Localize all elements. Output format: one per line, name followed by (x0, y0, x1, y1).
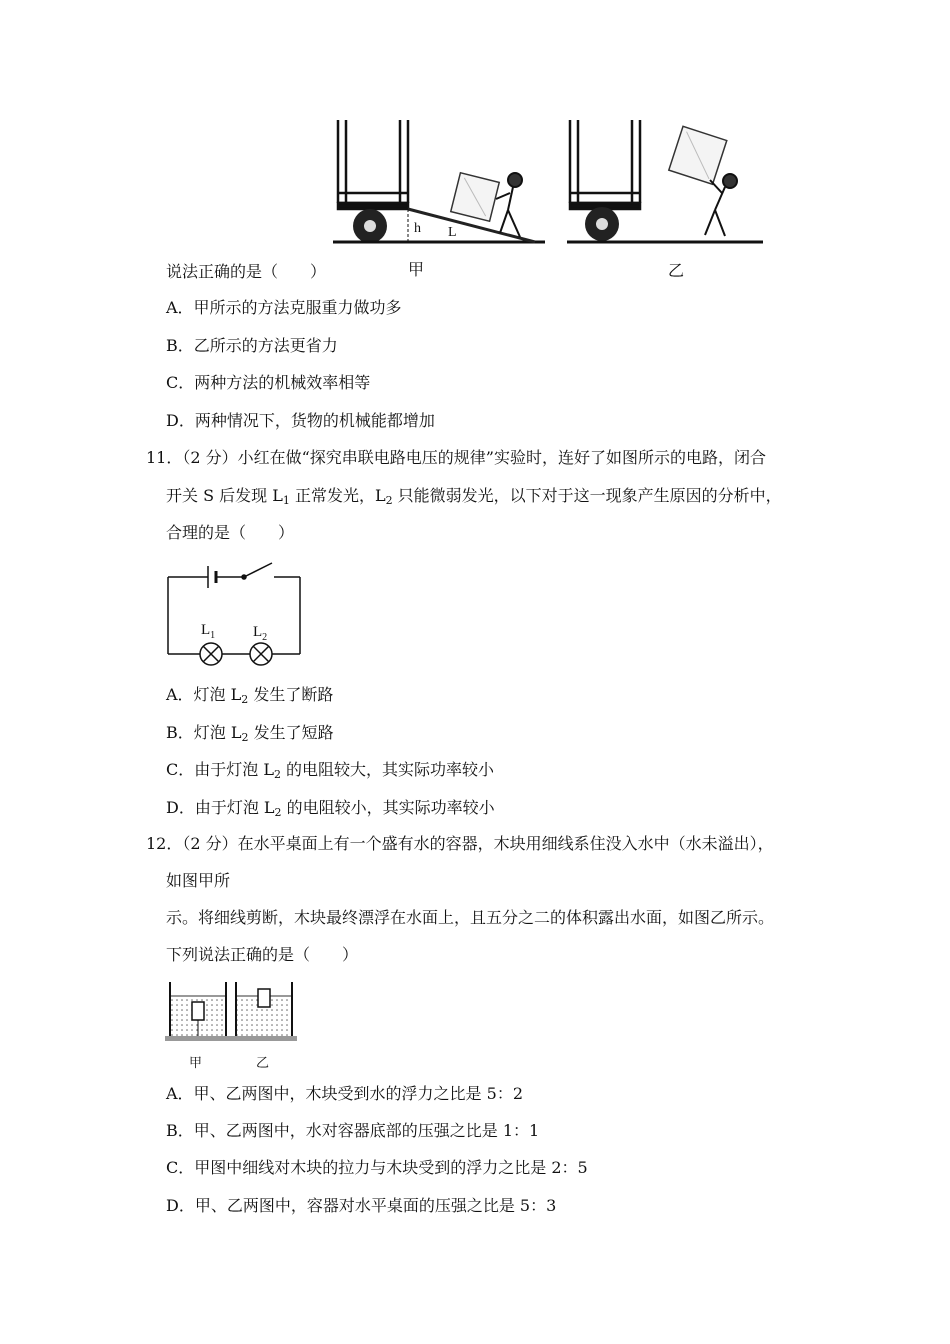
q10-option-a: A．甲所示的方法克服重力做功多 (166, 298, 402, 317)
series-circuit-diagram (160, 558, 310, 670)
wood-block-jia (192, 1002, 204, 1020)
container-yi (231, 982, 297, 1041)
q11-option-a: A．灯泡 $L_2$ 发生了断路 (166, 685, 334, 706)
fig-L-label: L (448, 225, 457, 240)
fig10-label-yi: 乙 (668, 261, 685, 280)
q12-option-a: A．甲、乙两图中，木块受到水的浮力之比是 5：2 (166, 1084, 524, 1103)
q12-option-b: B．甲、乙两图中，水对容器底部的压强之比是 1：1 (166, 1121, 540, 1140)
q11-stem-line3: 合理的是（ ） (166, 523, 295, 542)
switch-blade (244, 563, 272, 577)
q11-option-c: C．由于灯泡 $L_2$ 的电阻较大，其实际功率较小 (166, 760, 495, 781)
label-L2: $L_2$ (253, 624, 268, 643)
q10-option-b: B．乙所示的方法更省力 (166, 336, 338, 355)
q12-stem-line3: 示。将细线剪断，木块最终漂浮在水面上，且五分之二的体积露出水面，如图乙所示。 (166, 908, 775, 927)
water-container-figure (165, 978, 300, 1046)
cargo-box-lifted (669, 126, 727, 184)
fig-h-label: h (414, 221, 421, 236)
label-L1: $L_1$ (201, 622, 216, 641)
q12-option-d: D．甲、乙两图中，容器对水平桌面的压强之比是 5：3 (166, 1196, 557, 1215)
q11-stem-line1: 11．（2 分）小红在做“探究串联电路电压的规律”实验时，连好了如图所示的电路，闭合 (146, 448, 766, 467)
fig12-label-jia: 甲 (189, 1056, 203, 1071)
fig10-label-jia: 甲 (408, 260, 425, 279)
truck-right (570, 120, 640, 209)
q10-stem-tail: 说法正确的是（ ） (166, 262, 327, 281)
q10-option-d: D．两种情况下，货物的机械能都增加 (166, 411, 435, 430)
cargo-box-ramp (451, 173, 499, 221)
q10-option-c: C．两种方法的机械效率相等 (166, 373, 371, 392)
container-jia (165, 982, 231, 1041)
fig12-label-yi: 乙 (256, 1056, 270, 1071)
truck-loading-figure (330, 115, 770, 255)
q12-stem-line1: 12．（2 分）在水平桌面上有一个盛有水的容器，木块用细线系住没入水中（水未溢出）， (146, 834, 774, 853)
q12-stem-line4: 下列说法正确的是（ ） (166, 945, 359, 964)
wood-block-yi (258, 989, 270, 1007)
q12-stem-line2: 如图甲所 (166, 871, 231, 890)
truck-left (338, 120, 408, 209)
q11-option-d: D．由于灯泡 $L_2$ 的电阻较小，其实际功率较小 (166, 798, 495, 819)
q11-option-b: B．灯泡 $L_2$ 发生了短路 (166, 723, 334, 744)
q12-option-c: C．甲图中细线对木块的拉力与木块受到的浮力之比是 2：5 (166, 1158, 588, 1177)
q11-stem-line2: 开关 S 后发现 $L_1$ 正常发光，$L_2$ 只能微弱发光，以下对于这一现象产生原因的分析中， (166, 486, 782, 507)
bulb-L1 (200, 643, 222, 665)
bulb-L2 (250, 643, 272, 665)
